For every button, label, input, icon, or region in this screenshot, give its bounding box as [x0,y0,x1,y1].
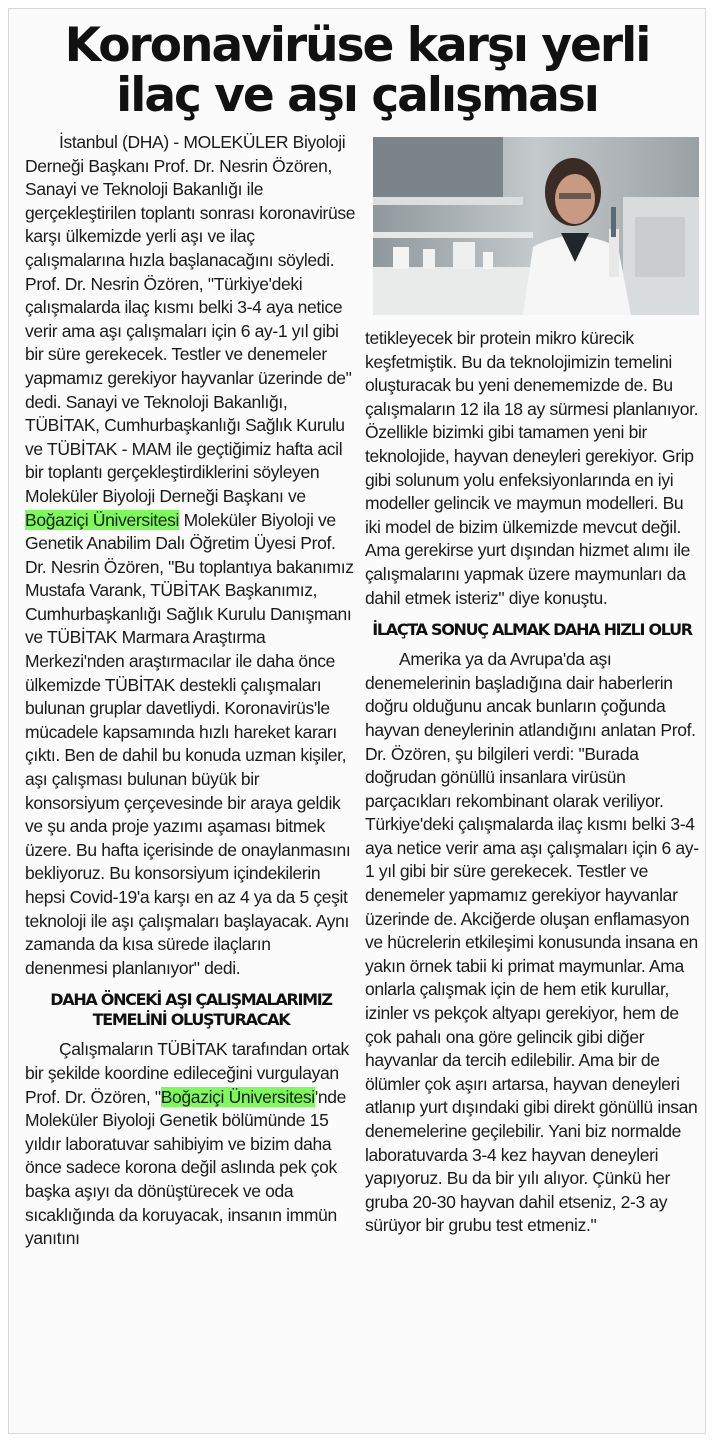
left-paragraph-2 [25,1038,357,1250]
subheading-left: DAHA ÖNCEKİ AŞI ÇALIŞMALARIMIZ TEMELİNİ OLUŞTURACAK [50,990,332,1030]
highlighted-university-name: Boğaziçi Üniversitesi [25,509,180,530]
left-p1-text: İstanbul (DHA) - MOLEKÜLER Biyoloji Derneği Başkanı Prof. Dr. Nesrin Özören, Sanayi ve Teknoloji Bakanlığı ile gerçekleştirilen toplantı sonrası koronavirüse karşı ülkemizde yerli aşı ve ilaç çalışmalarına hızla başlanacağını söyledi. Prof. Dr. Nesrin Özören, "Türkiye'deki çalışmalarda ilaç kısmı belki 3-4 aya netice verir ama aşı çalışmaları için 6 ay-1 yıl gibi bir süre gerekecek. Testler ve denemeler yapmamız gerekiyor hayvanlar üzerinde de" dedi. Sanayi ve Teknoloji Bakanlığı, TÜBİTAK, Cumhurbaşkanlığı Sağlık Kurulu ve TÜBİTAK - MAM ile geçtiğimiz hafta acil bir toplantı gerçekleştirdiklerini söyleyen Moleküler Biyoloji Derneği Başkanı ve [25,132,356,506]
left-p1-text-cont: Moleküler Biyoloji ve Genetik Anabilim Dalı Öğretim Üyesi Prof. Dr. Nesrin Özören, "Bu toplantıya bakanımız Mustafa Varank, TÜBİTAK Başkanımız, Cumhurbaşkanlığı Sağlık Kurulu Danışmanı ve TÜBİTAK Marmara Araştırma Merkezi'nden araştırmacılar ile daha önce ülkemizde TÜBİTAK destekli çalışmaları bulunan gruplar davetliydi. Koronavirüs'le mücadele kapsamında hızlı hareket kararı çıktı. Ben de dahil bu konuda uzman kişiler, aşı çalışması bulunan büyük bir konsorsiyum çerçevesinde bir araya geldik ve şu anda proje yazımı aşaması bitmek üzere. Bu hafta içerisinde de onaylanmasını bekliyoruz. Bu konsorsiyum içindekilerin hepsi Covid-19'a karşı en az 4 ya da 5 çeşit teknoloji ile aşı çalışmaları başlayacak. Aynı zamanda da kısa sürede ilaçların denenmesi planlanıyor" dedi. [25,509,354,978]
newspaper-clipping [8,8,706,1434]
scientist-photo [373,137,699,315]
lab-photo-illustration [373,137,699,315]
right-paragraph-1: tetikleyecek bir protein mikro kürecik keşfetmiştik. Bu da teknolojimizin temelini oluşturacak bu yeni denememizde de. Bu çalışmaların 12 ila 18 ay sürmesi planlanıyor. Özellikle bizimki gibi tamamen yeni bir teknolojide, hayvan deneyleri gerekiyor. Grip gibi solunum yolu enfeksiyonlarında en iyi modeller gelincik ve maymun modelleri. Bu iki model de bizim ülkemizde mevcut değil. Ama gerekirse yurt dışından hizmet alımı ile çalışmalarını yapmak üzere maymunları da dahil etmek isteriz" diye konuştu. [365,328,699,608]
headline-line-2: ilaç ve aşı çalışması [116,68,598,123]
headline-line-1: Koronavirüse karşı yerli [64,18,650,73]
left-p2-text: Çalışmaların TÜBİTAK tarafından ortak bir şekilde koordine edileceğini vurgulayan Prof. Dr. Özören, " [25,1039,349,1107]
left-column [25,131,357,1251]
right-paragraph-2: Amerika ya da Avrupa'da aşı denemelerinin başladığına dair haberlerin doğru olduğunu ancak bunların çoğunda hayvan deneylerinin atlandığını anlatan Prof. Dr. Özören, şu bilgileri verdi: "Burada doğrudan gönüllü insanlara virüsün parçacıkları rekombinant olarak veriliyor. Türkiye'deki çalışmalarda ilaç kısmı belki 3-4 aya netice verir ama aşı çalışmaları için 6 ay-1 yıl gibi bir süre gerekecek. Testler ve denemeler yapmamız gerekiyor hayvanlar üzerinde de. Akciğerde oluşan enflamasyon ve hücrelerin etkileşimi konusunda insana en yakın örnek tabii ki primat maymunlar. Ama onlarla çalışmak için de hem etik kurullar, izinler vs pekçok altyapı gerekiyor, hem de çok pahalı ona göre gelincik gibi diğer hayvanlar da tercih edilebilir. Ama bir de ölümler çok aşırı artarsa, hayvan deneyleri atlanıp yurt dışındaki gibi direkt gönüllü insan denemelerine geçilebilir. Yani biz normalde laboratuvarda 3-4 kez hayvan deneyleri yapıyoruz. Bu da bir yılı alıyor. Çünkü her gruba 20-30 hayvan dahil etseniz, 2-3 ay sürüyor bir grubu test etmeniz." [365,649,699,1236]
highlighted-university-name-2: Boğaziçi Üniversitesi [160,1086,315,1107]
subheading-right: İLAÇTA SONUÇ ALMAK DAHA HIZLI OLUR [372,620,692,640]
right-column [365,327,699,1238]
left-paragraph-1 [25,131,357,980]
headline [9,18,705,123]
left-p2-text-cont: 'nde Moleküler Biyoloji Genetik bölümünde 15 yıldır laboratuvar sahibiyim ve bizim daha önce sadece korona değil aslında pek çok başka aşıyı da dönüştürecek ve oda sıcaklığında da koruyacak, insanın immün yanıtını [25,1086,346,1249]
